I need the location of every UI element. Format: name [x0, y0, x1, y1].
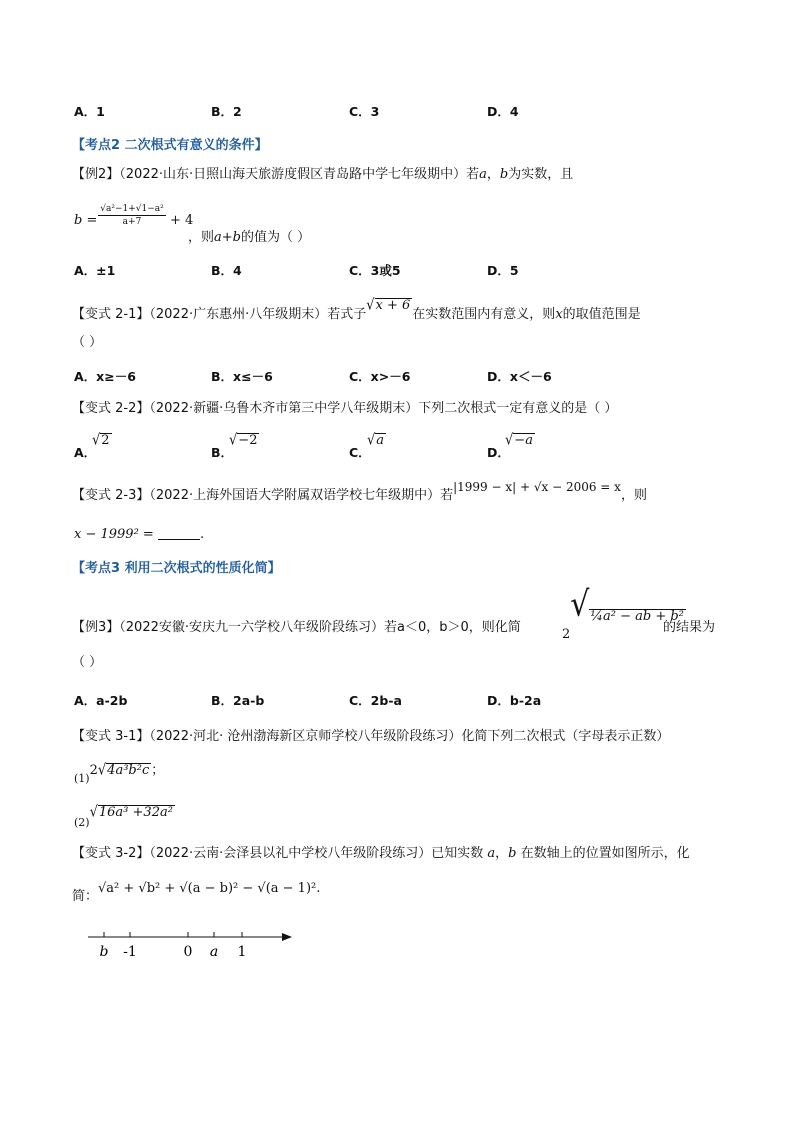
option-d-sqrt: √−a	[505, 431, 533, 450]
option-d: D．b-2a	[487, 693, 542, 708]
target-expression: x − 1999² =	[74, 527, 154, 542]
text: ，则	[188, 230, 215, 245]
period: .	[199, 527, 205, 542]
option-c-letter: C．	[349, 445, 371, 460]
fraction-numerator: √a²−1+√1−a²	[98, 204, 166, 216]
variant-2-2-line1	[72, 400, 617, 418]
option-a: A．1	[74, 104, 105, 119]
axis-arrow-icon	[282, 933, 292, 941]
fraction-denominator: a+7	[122, 217, 142, 227]
source-text: （2022·山东·日照山海天旅游度假区青岛路中学七年级期中）若	[119, 167, 480, 182]
source-text: （2022·云南·会泽县以礼中学校八年级阶段练习）已知实数	[149, 846, 484, 861]
variant-2-1-line1	[72, 296, 641, 324]
option-d: D．x＜－6	[487, 369, 552, 384]
axis-label-a: a	[209, 944, 219, 960]
option-a-letter: A．	[74, 445, 97, 460]
variant-3-2-line1: 【变式 3-2】（2022·云南·会泽县以礼中学校八年级阶段练习）已知实数 a，b 在数轴上的位置如图所示，化	[72, 846, 690, 861]
condition-text: a＜0，b＞0，则化简	[397, 620, 521, 635]
source-text: （2022·上海外国语大学附属双语学校七年级期中）若	[149, 488, 454, 503]
option-b: B．4	[211, 263, 242, 278]
source-text: （2022·河北· 沧州渤海新区京师学校八年级阶段练习）化简下列二次根式（字母表示正数）	[149, 729, 670, 744]
option-b-letter: B．	[211, 445, 234, 460]
option-b-sqrt: √−2	[229, 431, 258, 450]
var-b: b	[499, 167, 509, 182]
condition-formula: |1999 − x| + √x − 2006 = x	[453, 480, 621, 494]
text: 的取值范围是	[562, 307, 641, 322]
var-x: x	[555, 307, 563, 322]
option-b: B．2a-b	[211, 693, 265, 708]
answer-blank	[158, 527, 200, 540]
source-text: （2022安徽·安庆九一六学校八年级阶段练习）若	[119, 620, 397, 635]
variant-3-1-item2: $_{(2)}$√16a³ +32a²	[74, 803, 173, 829]
axis-label-1: 1	[237, 944, 247, 960]
axis-label-b: b	[99, 944, 109, 960]
variant-2-3-line1	[72, 480, 647, 505]
source-text: （2022·新疆·乌鲁木齐市第三中学八年级期末）下列二次根式一定有意义的是（ ）	[149, 401, 618, 416]
formula-lhs: b =	[74, 213, 98, 228]
example-label: 【例3】	[72, 620, 120, 635]
var-a: a	[479, 167, 487, 182]
option-c: C．3或5	[349, 263, 401, 278]
option-c: C．x>－6	[349, 369, 411, 384]
formula-rhs: + 4	[170, 213, 194, 228]
text: 在数轴上的位置如图所示，化	[520, 846, 690, 861]
example-2-line1	[72, 166, 573, 184]
option-c: C．3	[349, 104, 380, 119]
option-d-letter: D．	[487, 445, 510, 460]
variant-label: 【变式 2-2】	[72, 401, 150, 416]
expr-a-plus-b: a+b	[214, 230, 241, 245]
source-text: （2022·广东惠州·八年级期末）若式子	[149, 307, 367, 322]
text: 简：	[72, 889, 99, 904]
variant-3-1-item1: $_{(1)}$2√4a³b²c ；	[74, 761, 165, 785]
coefficient: 2	[89, 763, 98, 778]
option-a-sqrt: √2	[92, 431, 110, 450]
variant-label: 【变式 2-1】	[72, 307, 150, 322]
text: 在实数范围内有意义，则	[412, 307, 556, 322]
variant-3-2-line2	[72, 881, 321, 906]
simplify-formula: √a² + √b² + √(a − b)² − √(a − 1)².	[98, 881, 321, 896]
coefficient: 2	[562, 627, 571, 642]
axis-label-0: 0	[183, 944, 193, 960]
axis-label-neg1: -1	[123, 944, 137, 960]
option-a: A．x≥－6	[74, 369, 136, 384]
example-3-radical: 2√¼a² − ab + b²	[562, 584, 684, 642]
variant-3-1-line1	[72, 728, 669, 746]
option-a: A．a-2b	[74, 693, 128, 708]
variant-2-3-line2	[74, 526, 204, 544]
item-number: (1)	[74, 772, 90, 785]
option-c-sqrt: √a	[367, 431, 385, 450]
number-line-figure	[70, 926, 310, 966]
option-c: C．2b-a	[349, 693, 402, 708]
example-2-line2	[188, 229, 310, 247]
answer-paren: （ ）	[72, 655, 103, 670]
semicolon: ；	[151, 763, 165, 778]
option-b: B．x≤－6	[211, 369, 273, 384]
example-3-tail: 的结果为	[663, 620, 716, 635]
option-d: D．4	[487, 104, 519, 119]
answer-paren: （ ）	[72, 335, 103, 350]
option-a: A．±1	[74, 263, 116, 278]
section-heading-kp2: 【考点2 二次根式有意义的条件】	[72, 138, 268, 153]
text: ，则	[620, 488, 647, 503]
variant-2-2-options	[74, 432, 634, 462]
item-number: (2)	[74, 816, 90, 829]
example-3-line1	[72, 619, 521, 637]
option-b: B．2	[211, 104, 242, 119]
text: 为实数，且	[508, 167, 574, 182]
example-label: 【例2】	[72, 167, 120, 182]
variant-label: 【变式 3-2】	[72, 846, 150, 861]
variant-label: 【变式 2-3】	[72, 488, 150, 503]
option-d: D．5	[487, 263, 519, 278]
sqrt-expression: √x + 6	[366, 296, 411, 315]
section-heading-kp3: 【考点3 利用二次根式的性质化简】	[72, 561, 281, 576]
text: 的值为（ ）	[240, 230, 311, 245]
comma: ，	[486, 167, 500, 182]
variant-label: 【变式 3-1】	[72, 729, 150, 744]
